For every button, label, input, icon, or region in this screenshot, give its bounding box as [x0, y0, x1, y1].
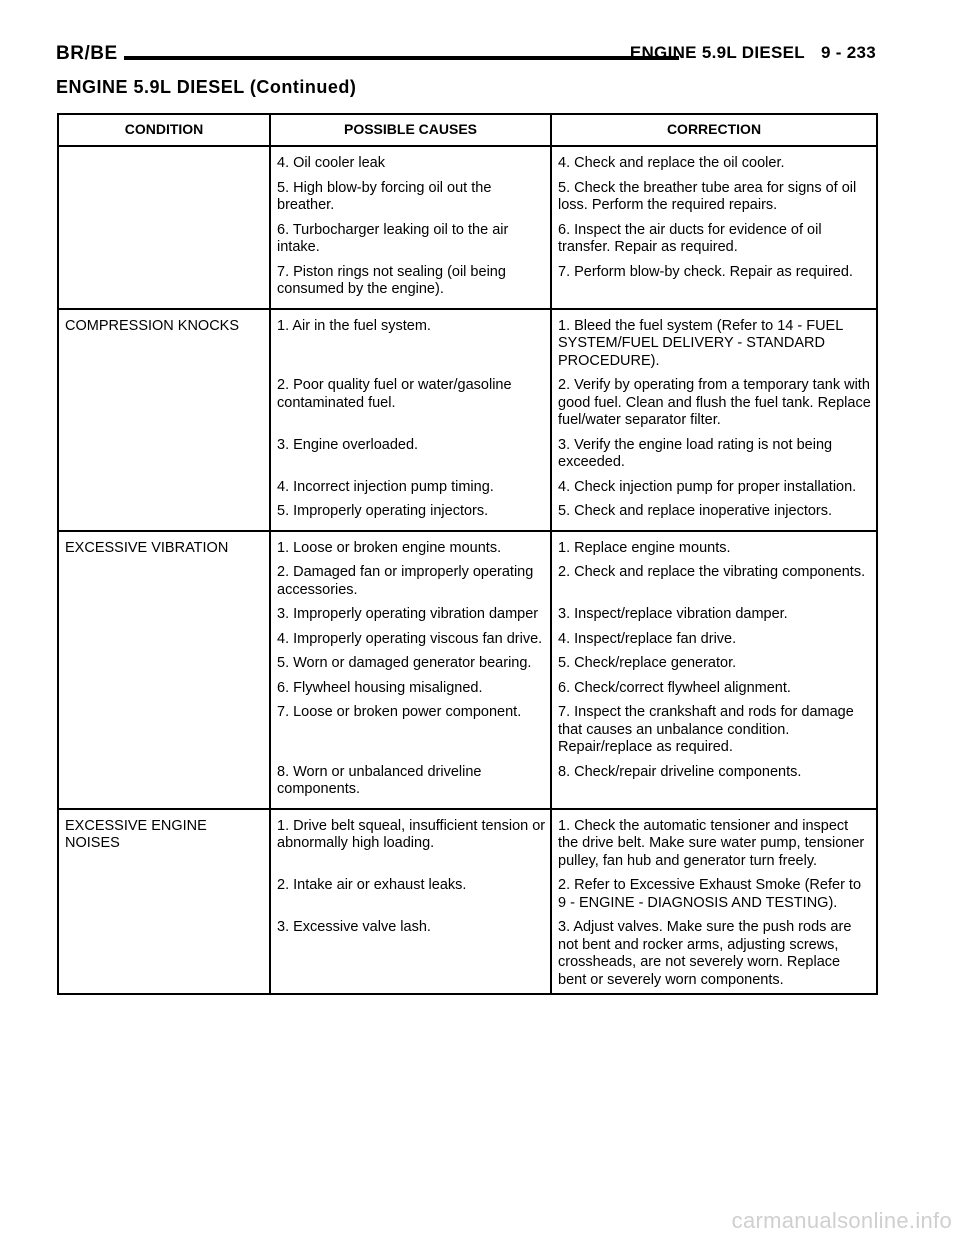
condition-cell: [58, 870, 270, 912]
correction-cell: 3. Inspect/replace vibration damper.: [551, 599, 877, 624]
condition-cell: [58, 912, 270, 994]
correction-cell: 6. Check/correct flywheel alignment.: [551, 673, 877, 698]
correction-cell: 4. Inspect/replace fan drive.: [551, 624, 877, 649]
table-row: [58, 912, 877, 994]
condition-cell: [58, 648, 270, 673]
cause-cell: 1. Loose or broken engine mounts.: [270, 531, 551, 558]
correction-cell: 6. Inspect the air ducts for evidence of oil transfer. Repair as required.: [551, 215, 877, 257]
table-row: [58, 496, 877, 531]
correction-cell: 1. Check the automatic tensioner and inspect the drive belt. Make sure water pump, tensioner pulley, fan hub and generator turn freely.: [551, 809, 877, 871]
cause-cell: 3. Improperly operating vibration damper: [270, 599, 551, 624]
correction-cell: 4. Check injection pump for proper installation.: [551, 472, 877, 497]
condition-cell: EXCESSIVE VIBRATION: [58, 531, 270, 558]
table-row: [58, 697, 877, 757]
condition-cell: [58, 370, 270, 430]
table-row: [58, 599, 877, 624]
cause-cell: 2. Poor quality fuel or water/gasoline contaminated fuel.: [270, 370, 551, 430]
header-rule: [124, 56, 679, 60]
header-right: [630, 43, 876, 63]
correction-cell: 5. Check and replace inoperative injectors.: [551, 496, 877, 531]
condition-cell: [58, 496, 270, 531]
table-row: [58, 370, 877, 430]
condition-cell: [58, 673, 270, 698]
cause-cell: 1. Air in the fuel system.: [270, 309, 551, 371]
condition-cell: [58, 146, 270, 173]
correction-cell: 2. Check and replace the vibrating components.: [551, 557, 877, 599]
condition-cell: COMPRESSION KNOCKS: [58, 309, 270, 371]
table-row: [58, 257, 877, 309]
table-row: [58, 430, 877, 472]
correction-cell: 5. Check/replace generator.: [551, 648, 877, 673]
correction-cell: 7. Perform blow-by check. Repair as required.: [551, 257, 877, 309]
correction-cell: 8. Check/repair driveline components.: [551, 757, 877, 809]
correction-cell: 1. Replace engine mounts.: [551, 531, 877, 558]
table-row: [58, 309, 877, 371]
manual-code: BR/BE: [56, 43, 118, 64]
condition-cell: [58, 430, 270, 472]
cause-cell: 4. Incorrect injection pump timing.: [270, 472, 551, 497]
correction-cell: 3. Adjust valves. Make sure the push rods are not bent and rocker arms, adjusting screws, crossheads, are not severely worn. Replace bent or severely worn components.: [551, 912, 877, 994]
condition-cell: [58, 697, 270, 757]
condition-cell: [58, 472, 270, 497]
correction-cell: 5. Check the breather tube area for signs of oil loss. Perform the required repairs.: [551, 173, 877, 215]
correction-cell: 1. Bleed the fuel system (Refer to 14 - FUEL SYSTEM/FUEL DELIVERY - STANDARD PROCEDURE).: [551, 309, 877, 371]
condition-cell: [58, 757, 270, 809]
condition-cell: [58, 173, 270, 215]
table-row: [58, 809, 877, 871]
correction-cell: 2. Verify by operating from a temporary tank with good fuel. Clean and flush the fuel tank. Replace fuel/water separator filter.: [551, 370, 877, 430]
table-header-row: [58, 114, 877, 146]
page-header: [56, 43, 876, 69]
table-row: [58, 472, 877, 497]
cause-cell: 4. Oil cooler leak: [270, 146, 551, 173]
correction-cell: 4. Check and replace the oil cooler.: [551, 146, 877, 173]
correction-cell: 7. Inspect the crankshaft and rods for damage that causes an unbalance condition. Repair/replace as required.: [551, 697, 877, 757]
table-row: [58, 648, 877, 673]
table-row: [58, 870, 877, 912]
cause-cell: 1. Drive belt squeal, insufficient tension or abnormally high loading.: [270, 809, 551, 871]
column-header-correction: CORRECTION: [551, 114, 877, 146]
table-row: [58, 173, 877, 215]
table-row: [58, 673, 877, 698]
column-header-possible-causes: POSSIBLE CAUSES: [270, 114, 551, 146]
condition-cell: [58, 557, 270, 599]
correction-cell: 2. Refer to Excessive Exhaust Smoke (Refer to 9 - ENGINE - DIAGNOSIS AND TESTING).: [551, 870, 877, 912]
section-title: ENGINE 5.9L DIESEL (Continued): [56, 77, 357, 97]
column-header-condition: CONDITION: [58, 114, 270, 146]
cause-cell: 2. Damaged fan or improperly operating accessories.: [270, 557, 551, 599]
cause-cell: 6. Flywheel housing misaligned.: [270, 673, 551, 698]
table-row: [58, 624, 877, 649]
correction-cell: 3. Verify the engine load rating is not being exceeded.: [551, 430, 877, 472]
cause-cell: 6. Turbocharger leaking oil to the air intake.: [270, 215, 551, 257]
cause-cell: 7. Piston rings not sealing (oil being consumed by the engine).: [270, 257, 551, 309]
cause-cell: 3. Excessive valve lash.: [270, 912, 551, 994]
table-row: [58, 215, 877, 257]
condition-cell: [58, 624, 270, 649]
table-row: [58, 757, 877, 809]
condition-cell: [58, 215, 270, 257]
watermark: carmanualsonline.info: [731, 1208, 952, 1233]
condition-cell: [58, 257, 270, 309]
page-number: 9 - 233: [820, 43, 876, 62]
cause-cell: 3. Engine overloaded.: [270, 430, 551, 472]
cause-cell: 5. High blow-by forcing oil out the breather.: [270, 173, 551, 215]
chapter-title: ENGINE 5.9L DIESEL: [629, 43, 805, 62]
diagnosis-table: [57, 113, 878, 995]
table-row: [58, 531, 877, 558]
table-row: [58, 557, 877, 599]
condition-cell: EXCESSIVE ENGINE NOISES: [58, 809, 270, 871]
cause-cell: 2. Intake air or exhaust leaks.: [270, 870, 551, 912]
table-row: [58, 146, 877, 173]
cause-cell: 4. Improperly operating viscous fan drive.: [270, 624, 551, 649]
cause-cell: 5. Improperly operating injectors.: [270, 496, 551, 531]
cause-cell: 7. Loose or broken power component.: [270, 697, 551, 757]
cause-cell: 8. Worn or unbalanced driveline components.: [270, 757, 551, 809]
condition-cell: [58, 599, 270, 624]
cause-cell: 5. Worn or damaged generator bearing.: [270, 648, 551, 673]
